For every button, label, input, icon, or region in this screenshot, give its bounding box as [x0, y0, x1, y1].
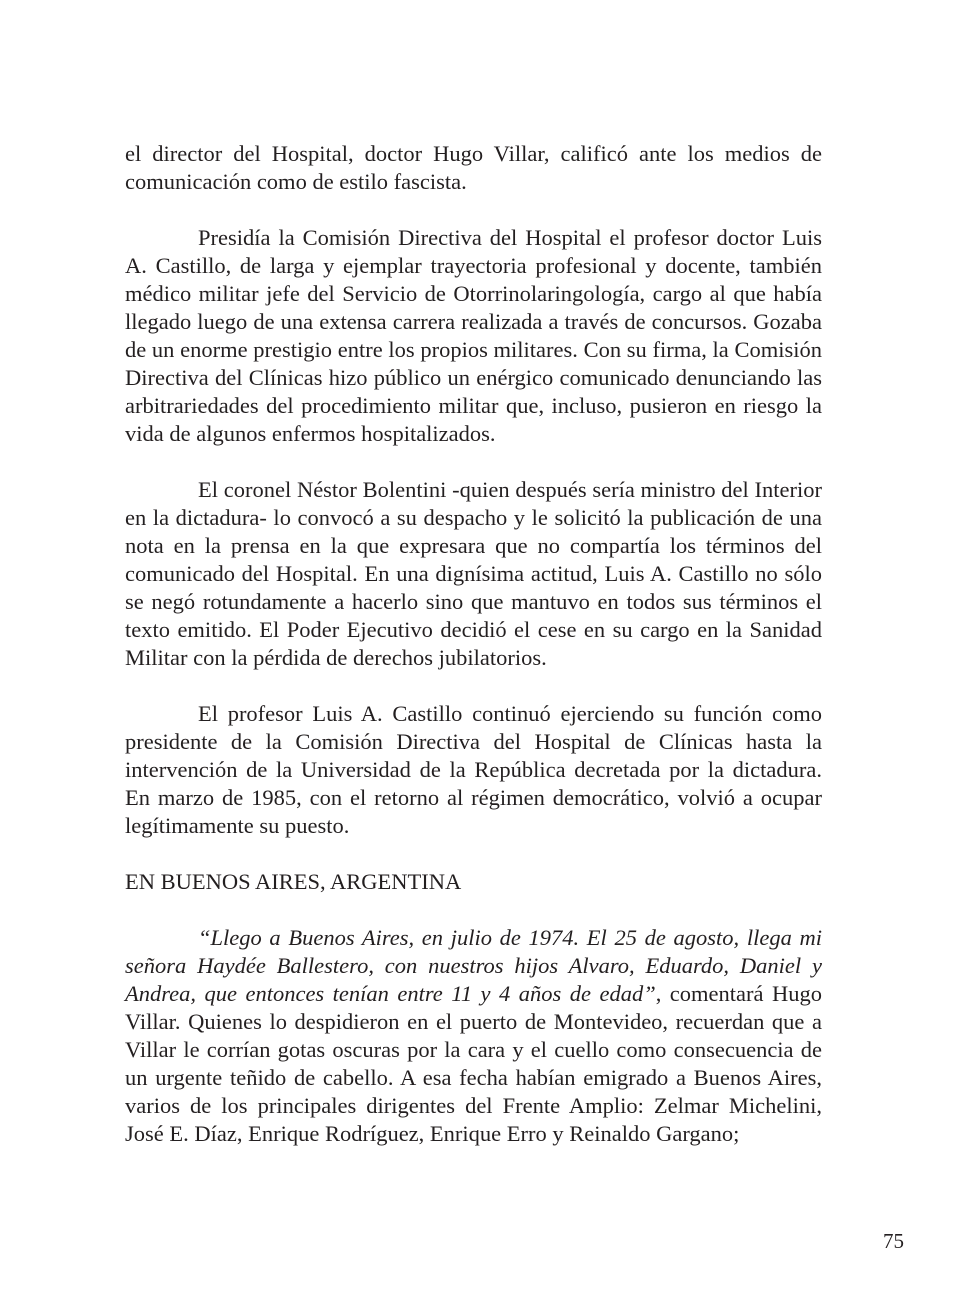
text-block-presidente	[125, 700, 822, 840]
page-number: 75	[883, 1229, 904, 1253]
text-block-castillo	[125, 224, 822, 448]
text-block-heading	[125, 868, 822, 896]
paragraph-bolentini: El coronel Néstor Bolentini -quien después sería ministro del Interior en la dictadura- lo convocó a su despacho y le solicitó la publicación de una nota en la prensa en la que expresara que no compartía los términos del comunicado del Hospital. En una dignísima actitud, Luis A. Castillo no sólo se negó rotundamente a hacerlo sino que mantuvo en todos sus términos el texto emitido. El Poder Ejecutivo decidió el cese en su cargo en la Sanidad Militar con la pérdida de derechos jubilatorios.	[125, 477, 822, 670]
text-block-buenos-aires	[125, 924, 822, 1148]
paragraph-castillo: Presidía la Comisión Directiva del Hospital el profesor doctor Luis A. Castillo, de larga y ejemplar trayectoria profesional y docente, también médico militar jefe del Servicio de Otorrinolaringología, cargo al que había llegado luego de una extensa carrera realizada a través de concursos. Gozaba de un enorme prestigio entre los propios militares. Con su firma, la Comisión Directiva del Clínicas hizo público un enérgico comunicado denunciando las arbitrariedades del procedimiento militar que, incluso, pusieron en riesgo la vida de algunos enfermos hospitalizados.	[125, 225, 822, 446]
text-block-top	[125, 140, 822, 196]
paragraph-continued: el director del Hospital, doctor Hugo Villar, calificó ante los medios de comunicación como de estilo fascista.	[125, 141, 822, 194]
paragraph-buenos-aires	[125, 924, 822, 1148]
section-heading: EN BUENOS AIRES, ARGENTINA	[125, 869, 462, 894]
paragraph-presidente: El profesor Luis A. Castillo continuó ejerciendo su función como presidente de la Comisión Directiva del Hospital de Clínicas hasta la intervención de la Universidad de la República decretada por la dictadura. En marzo de 1985, con el retorno al régimen democrático, volvió a ocupar legítimamente su puesto.	[125, 701, 822, 838]
villar-quote: “Llego a Buenos Aires, en julio de 1974. El 25 de agosto, llega mi señora Haydée Ballestero, con nuestros hijos Alvaro, Eduardo, Daniel y Andrea, que entonces tenían entre 11 y 4 años de edad”	[125, 925, 822, 1006]
paragraph-continuation: , comentará Hugo Villar. Quienes lo despidieron en el puerto de Montevideo, recuerdan que a Villar le corrían gotas oscuras por la cara y el cuello como consecuencia de un urgente teñido de cabello. A esa fecha habían emigrado a Buenos Aires, varios de los principales dirigentes del Frente Amplio: Zelmar Michelini, José E. Díaz, Enrique Rodríguez, Enrique Erro y Reinaldo Gargano;	[125, 981, 822, 1146]
text-block-bolentini	[125, 476, 822, 672]
